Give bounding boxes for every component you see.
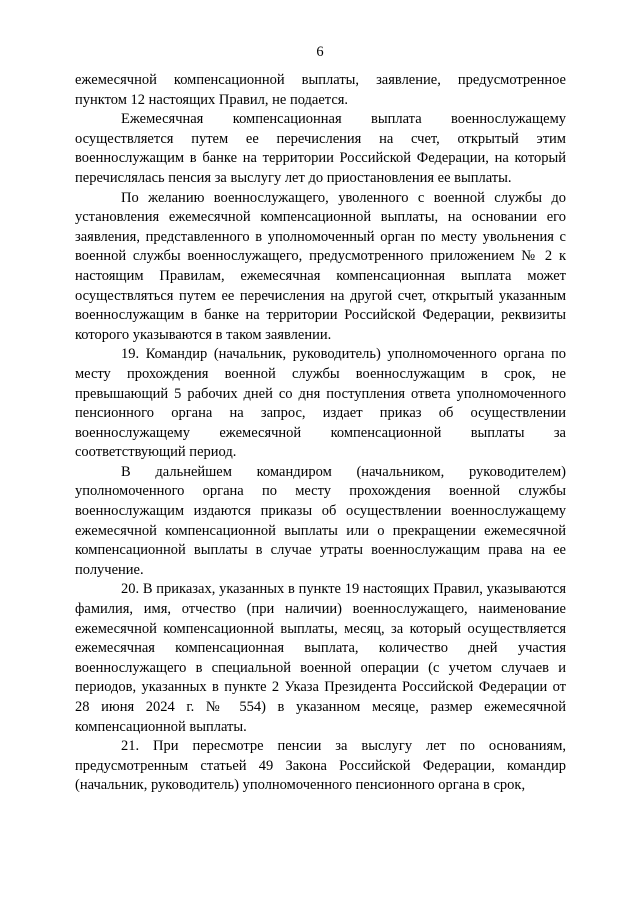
paragraph-item-21: 21. При пересмотре пенсии за выслугу лет по основаниям, предусмотренным статьей 49 Закона Российской Федерации, командир (начальник, руководитель) уполномоченного пенсионного органа в срок,: [75, 738, 566, 794]
paragraph: По желанию военнослужащего, уволенного с военной службы до установления ежемесячной компенсационной выплаты, на основании его заявления, представленного в уполномоченный орган по месту увольнения с военной службы военнослужащего, предусмотренного приложением № 2 к настоящим Правилам, ежемесячная компенсационная выплата может осуществляться путем ее перечисления на другой счет, открытый указанным военнослужащим в банке на территории Российской Федерации, реквизиты которого указываются в таком заявлении.: [75, 189, 566, 343]
paragraph-item-19: 19. Командир (начальник, руководитель) уполномоченного органа по месту прохождения военной службы военнослужащим в срок, не превышающий 5 рабочих дней со дня поступления ответа уполномоченного пенсионного органа на запрос, издает приказ об осуществлении военнослужащему ежемесячной компенсационной выплаты за соответствующий период.: [75, 346, 566, 461]
paragraph-item-20: 20. В приказах, указанных в пункте 19 настоящих Правил, указываются фамилия, имя, отчество (при наличии) военнослужащего, наименование ежемесячной компенсационной выплаты, месяц, за который осуществляется ежемесячная компенсационная выплата, количество дней участия военнослужащего в специальной военной операции (с учетом случаев и периодов, указанных в пункте 2 Указа Президента Российской Федерации от 28 июня 2024 г. № 554) в указанном месяце, размер ежемесячной компенсационной выплаты.: [75, 581, 566, 735]
paragraph: В дальнейшем командиром (начальником, руководителем) уполномоченного органа по месту прохождения военной службы военнослужащим издаются приказы об осуществлении военнослужащему ежемесячной компенсационной выплаты или о прекращении ежемесячной компенсационной выплаты в случае утраты военнослужащим права на ее получение.: [75, 463, 566, 578]
document-body: [75, 71, 566, 796]
paragraph: ежемесячной компенсационной выплаты, заявление, предусмотренное пунктом 12 настоящих Правил, не подается.: [75, 72, 566, 108]
page-number: 6: [316, 44, 324, 60]
paragraph: Ежемесячная компенсационная выплата военнослужащему осуществляется путем ее перечисления на счет, открытый этим военнослужащим в банке на территории Российской Федерации, на который перечислялась пенсия за выслугу лет до приостановления ее выплаты.: [75, 111, 566, 186]
